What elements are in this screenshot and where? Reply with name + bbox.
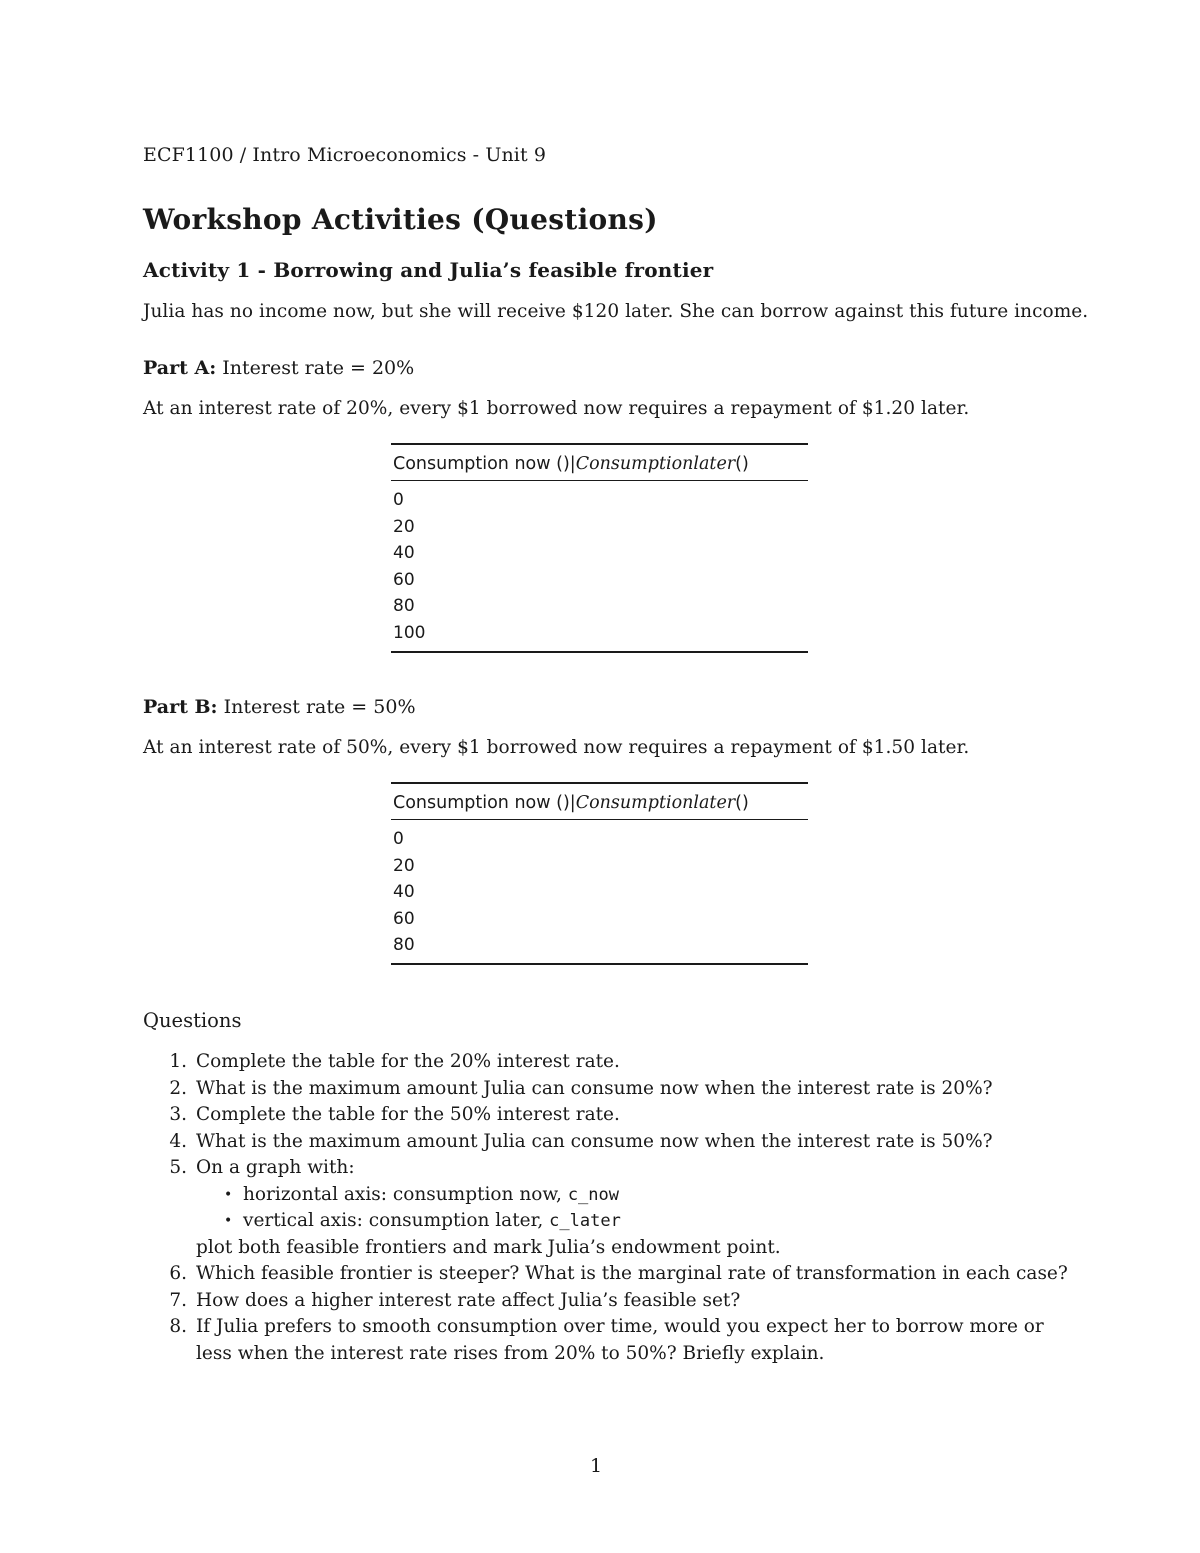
questions-list [143, 1049, 1068, 1367]
part-a-label: Part A: [143, 357, 217, 379]
table-row: 0 [393, 829, 404, 849]
part-a-header-plain: Consumption now ()| [393, 454, 576, 474]
part-b-header-tail: () [735, 793, 749, 813]
question-number: 3. [169, 1104, 187, 1125]
sublist-item [196, 1208, 1068, 1235]
question-text: What is the maximum amount Julia can consume now when the interest rate is 50%? [196, 1130, 993, 1152]
table-row: 80 [393, 935, 415, 956]
table-row: 60 [393, 569, 415, 590]
question-number: 8. [169, 1316, 187, 1337]
question-text: How does a higher interest rate affect Julia’s feasible set? [196, 1289, 741, 1311]
table-row: 80 [393, 596, 415, 617]
part-a-heading [143, 357, 414, 379]
part-b-heading [143, 696, 416, 718]
table-row: 60 [393, 908, 415, 929]
question-text: What is the maximum amount Julia can consume now when the interest rate is 20%? [196, 1077, 993, 1099]
part-b-heading-text: Interest rate = 50% [217, 696, 416, 718]
part-a-table [391, 443, 808, 653]
list-item [143, 1288, 1068, 1315]
question-number: 6. [169, 1263, 187, 1284]
table-row: 100 [393, 622, 426, 643]
activity-intro: Julia has no income now, but she will receive $120 later. She can borrow against this future income. [143, 301, 1089, 322]
part-a-header-italic: Consumptionlater [575, 454, 736, 474]
table-row: 20 [393, 855, 415, 876]
question-text: If Julia prefers to smooth consumption over time, would you expect her to borrow more or [196, 1316, 1044, 1337]
bullet-icon: • [224, 1213, 233, 1229]
list-item [143, 1102, 1068, 1129]
table-row: 20 [393, 516, 415, 537]
question-text: Complete the table for the 20% interest rate. [196, 1051, 620, 1072]
code-text: c_now [567, 1184, 619, 1205]
part-a-header-tail: () [735, 454, 749, 474]
activity-heading: Activity 1 - Borrowing and Julia’s feasible frontier [143, 258, 714, 282]
question-number: 5. [169, 1157, 187, 1178]
code-text: c_later [549, 1211, 621, 1231]
part-b-table-header [391, 784, 808, 820]
part-a-heading-text: Interest rate = 20% [216, 357, 415, 379]
question-text: Which feasible frontier is steeper? What is the marginal rate of transformation in each case? [196, 1263, 1068, 1284]
part-a-table-body [391, 481, 808, 653]
part-a-description: At an interest rate of 20%, every $1 borrowed now requires a repayment of $1.20 later. [143, 398, 970, 419]
list-item [143, 1314, 1068, 1367]
page-title: Workshop Activities (Questions) [143, 203, 658, 236]
axis-sublist [196, 1182, 1068, 1235]
page-number: 1 [590, 1455, 603, 1477]
list-item [143, 1049, 1068, 1076]
question-continuation: less when the interest rate rises from 20% to 50%? Briefly explain. [196, 1342, 825, 1364]
question-continuation: plot both feasible frontiers and mark Julia’s endowment point. [196, 1236, 781, 1258]
sublist-text: vertical axis: consumption later, [243, 1210, 550, 1231]
sublist-text: horizontal axis: consumption now, [243, 1183, 568, 1205]
part-b-description: At an interest rate of 50%, every $1 borrowed now requires a repayment of $1.50 later. [143, 737, 970, 758]
question-number: 4. [169, 1130, 187, 1152]
sublist-item [196, 1182, 1068, 1209]
course-header: ECF1100 / Intro Microeconomics - Unit 9 [143, 144, 547, 166]
list-item [143, 1076, 1068, 1103]
table-row: 0 [393, 490, 404, 510]
list-item [143, 1129, 1068, 1156]
part-b-table-body [391, 820, 808, 965]
list-item [143, 1261, 1068, 1288]
part-b-header-italic: Consumptionlater [575, 793, 736, 813]
question-number: 1. [169, 1051, 187, 1072]
list-item [143, 1155, 1068, 1261]
part-b-label: Part B: [143, 696, 218, 718]
question-text: On a graph with: [196, 1157, 355, 1178]
bullet-icon: • [224, 1186, 233, 1203]
question-number: 2. [169, 1077, 187, 1099]
question-text: Complete the table for the 50% interest rate. [196, 1104, 620, 1125]
table-row: 40 [393, 543, 415, 564]
part-a-table-header [391, 445, 808, 481]
part-b-table [391, 782, 808, 965]
question-number: 7. [169, 1289, 187, 1311]
part-b-header-plain: Consumption now ()| [393, 793, 576, 813]
table-row: 40 [393, 882, 415, 903]
questions-heading: Questions [143, 1009, 242, 1032]
